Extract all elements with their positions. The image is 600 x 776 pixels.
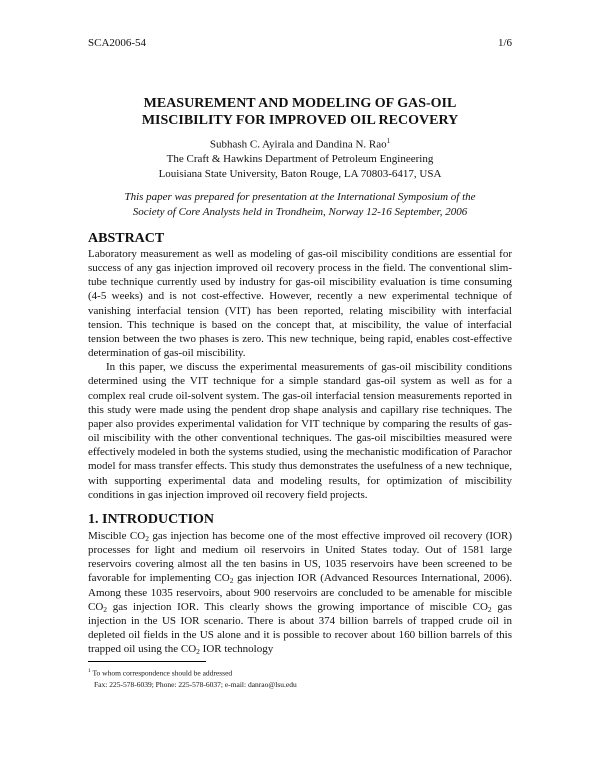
paper-title-line-2: MISCIBILITY FOR IMPROVED OIL RECOVERY bbox=[141, 113, 459, 128]
footnote-divider bbox=[88, 661, 206, 662]
footnote-mark: 1 bbox=[88, 668, 91, 674]
abstract-paragraph-2: In this paper, we discuss the experimental measurements of gas-oil miscibility conditions determined using the VIT technique for a simple standard gas-oil system as well as for a complex real crude oil-solvent system. The gas-oil interfacial tension measurements reported in this study were made using the pendent drop shape analysis and capillary rise techniques. The paper also provides experimental validation for VIT technique by comparing the results of gas-oil miscibility with the other conventional techniques. The gas-oil miscibilties measured were effectively modeled in both the systems studied, using the mechanistic modification of Parachor model for mass transfer effects. This study thus demonstrates the usefulness of a new technique, with supporting experimental data and modeling results, for optimization of miscibility conditions in gas injection improved oil recovery field projects. bbox=[88, 361, 512, 501]
author-university: Louisiana State University, Baton Rouge, LA 70803-6417, USA bbox=[158, 167, 442, 180]
presentation-note-line-2: Society of Core Analysts held in Trondheim, Norway 12-16 September, 2006 bbox=[132, 206, 468, 218]
author-department: The Craft & Hawkins Department of Petroleum Engineering bbox=[166, 153, 434, 166]
intro-text-segment: IOR technology bbox=[199, 643, 274, 656]
paper-title-line-1: MEASUREMENT AND MODELING OF GAS-OIL bbox=[143, 96, 457, 111]
intro-text-segment: gas injection IOR (Advanced Resources International, 2006). Among these 1035 reservoirs, about 900 reservoirs are concluded to be amenable for miscible bbox=[88, 572, 512, 599]
introduction-paragraph bbox=[88, 529, 512, 656]
presentation-note-line-1: This paper was prepared for presentation at the International Symposium of the bbox=[124, 191, 476, 203]
author-block bbox=[88, 134, 512, 181]
intro-text-segment: gas injection IOR. This clearly shows the growing importance of miscible bbox=[107, 600, 473, 613]
abstract-heading: ABSTRACT bbox=[88, 231, 165, 246]
paper-title bbox=[88, 95, 512, 129]
co2-term: CO bbox=[129, 530, 146, 542]
author-names-line bbox=[88, 134, 512, 152]
introduction-heading: 1. INTRODUCTION bbox=[88, 512, 215, 527]
co2-subscript: 2 bbox=[196, 647, 200, 657]
abstract-body bbox=[88, 247, 512, 502]
author-names: Subhash C. Ayirala and Dandina N. Rao bbox=[209, 138, 387, 151]
footnote-line-1 bbox=[88, 666, 512, 679]
intro-text-segment: Miscible bbox=[88, 530, 130, 542]
introduction-body bbox=[88, 529, 512, 656]
intro-text-segment: gas injection in the US IOR scenario. There is about 374 billion barrels of trapped crude oil in depleted oil fields in the US alone and it is possible to recover about 160 billion barrels of this trapped oil using the bbox=[88, 600, 512, 656]
co2-term: CO bbox=[180, 643, 197, 656]
intro-text-segment: gas injection has become one of the most effective improved oil recovery (IOR) processes for light and medium oil reservoirs in United States today. Out of 1581 large reservoirs covering almost all the ten basins in US, 1035 reservoirs have been screened to be favorable for implementing bbox=[88, 530, 512, 585]
footnote-correspondence: To whom correspondence should be addressed bbox=[92, 668, 233, 678]
co2-subscript: 2 bbox=[487, 604, 492, 614]
running-header-paper-id: SCA2006-54 bbox=[88, 37, 147, 49]
presentation-note bbox=[88, 190, 512, 220]
co2-subscript: 2 bbox=[103, 604, 108, 614]
abstract-paragraph-1: Laboratory measurement as well as modeling of gas-oil miscibility conditions are essential for success of any gas injection improved oil recovery process in the field. The conventional slim-tube technique currently used by industry for gas-oil miscibility evaluation is time consuming (4-5 weeks) and is not cost-effective. However, recently a new experimental technique of vanishing interfacial tension (VIT) has been reported, relating miscibility with interfacial tension. This technique is based on the concept that, at miscibility, the value of interfacial tension between the two phases is zero. This new technique, being rapid, enables cost-effective determination of gas-oil miscibility. bbox=[88, 248, 512, 360]
co2-subscript: 2 bbox=[229, 576, 234, 586]
footnote-contact: Fax: 225-578-6039; Phone: 225-578-6037; e-mail: danrao@lsu.edu bbox=[94, 679, 297, 689]
co2-term: CO bbox=[88, 600, 104, 613]
footnote bbox=[88, 666, 512, 690]
co2-term: CO bbox=[472, 600, 488, 613]
co2-term: CO bbox=[214, 572, 230, 585]
author-footnote-mark: 1 bbox=[386, 137, 391, 145]
co2-subscript: 2 bbox=[145, 534, 149, 543]
running-header-page-number: 1/6 bbox=[497, 37, 512, 49]
